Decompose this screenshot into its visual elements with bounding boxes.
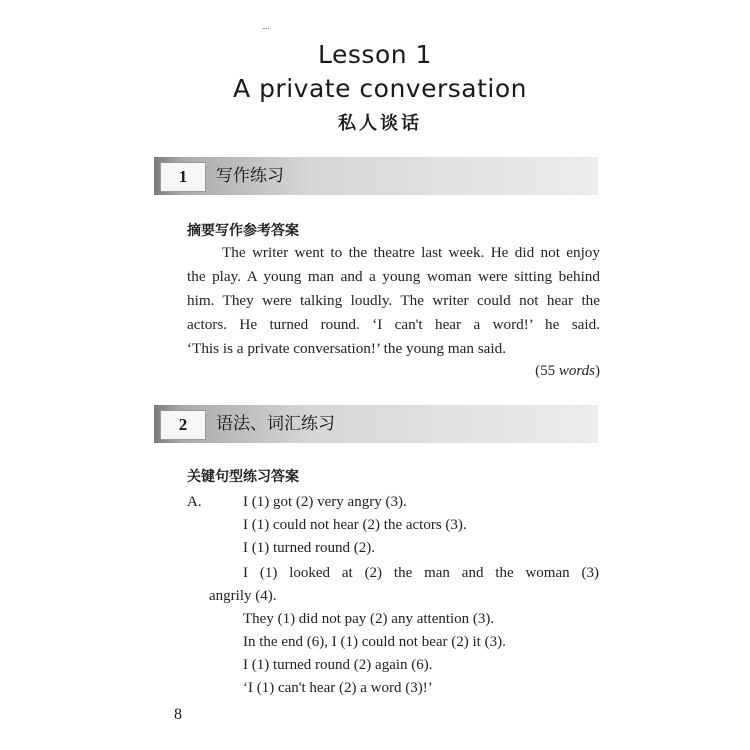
summary-line: actors. He turned round. ‘I can't hear a word!’ he said. bbox=[187, 316, 600, 333]
exercise-line: In the end (6), I (1) could not bear (2) it (3). bbox=[243, 634, 506, 650]
exercise-line: angrily (4). bbox=[209, 588, 277, 604]
section-header-2 bbox=[154, 405, 598, 443]
summary-line: ‘This is a private conversation!’ the young man said. bbox=[187, 340, 506, 357]
exercise-line: I (1) turned round (2). bbox=[243, 540, 376, 556]
exercise-label: A. bbox=[187, 494, 202, 510]
word-count-close: ) bbox=[595, 363, 600, 379]
exercise-line: ‘I (1) can't hear (2) a word (3)!’ bbox=[243, 680, 433, 696]
lesson-subtitle-chinese: 私人谈话 bbox=[338, 113, 422, 134]
lesson-title: Lesson 1 bbox=[318, 40, 432, 69]
summary-line: the play. A young man and a young woman were sitting behind bbox=[187, 268, 600, 285]
lesson-subtitle: A private conversation bbox=[233, 74, 527, 103]
exercise-line: I (1) got (2) very angry (3). bbox=[243, 494, 407, 510]
exercise-line: I (1) turned round (2) again (6). bbox=[243, 657, 433, 673]
exercise-line: I (1) could not hear (2) the actors (3). bbox=[243, 517, 467, 533]
section-title-2: 语法、词汇练习 bbox=[216, 414, 335, 434]
key-sentence-subheading: 关键句型练习答案 bbox=[187, 469, 299, 485]
summary-line: The writer went to the theatre last week. He did not enjoy bbox=[222, 244, 600, 261]
print-speck bbox=[263, 28, 269, 32]
section-number-1: 1 bbox=[160, 162, 206, 192]
section-title-1: 写作练习 bbox=[216, 166, 284, 186]
section-header-1 bbox=[154, 157, 598, 195]
word-count-unit: words bbox=[558, 363, 595, 379]
word-count bbox=[535, 363, 600, 380]
section-number-2: 2 bbox=[160, 410, 206, 440]
word-count-number: (55 bbox=[535, 363, 559, 379]
exercise-line: I (1) looked at (2) the man and the woman (3) bbox=[243, 565, 599, 581]
summary-line: him. They were talking loudly. The writer could not hear the bbox=[187, 292, 600, 309]
summary-subheading: 摘要写作参考答案 bbox=[187, 223, 299, 239]
page-number: 8 bbox=[174, 706, 182, 723]
exercise-line: They (1) did not pay (2) any attention (3). bbox=[243, 611, 495, 627]
